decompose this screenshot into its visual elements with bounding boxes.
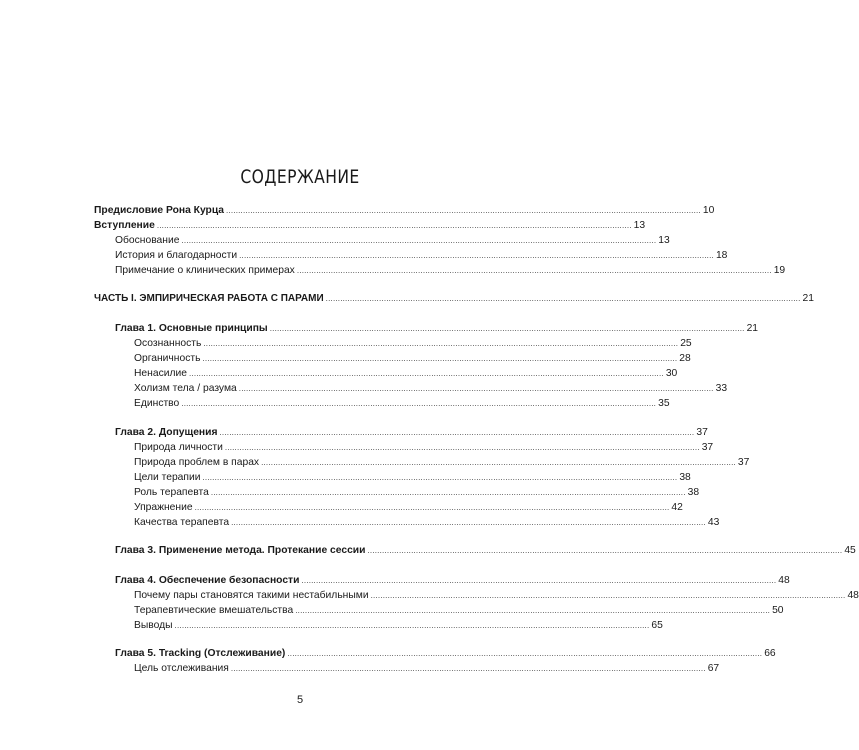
dot-leader: .................................................................................................................................................................................................... [301,576,777,585]
toc-entry-label: Осознанность [134,338,202,349]
toc-entry-page: 66 [764,648,776,659]
toc-chapter-entry[interactable] [115,426,708,440]
dot-leader: .................................................................................................................................................................................................... [181,236,657,245]
toc-entry-label: Глава 3. Применение метода. Протекание сессии [115,545,366,556]
dot-leader: .................................................................................................................................................................................................... [295,606,771,615]
toc-entry-page: 42 [671,502,683,513]
toc-entry[interactable] [134,367,678,381]
dot-leader: .................................................................................................................................................................................................... [296,266,772,275]
toc-entry-page: 38 [687,487,700,498]
toc-entry-page: 19 [773,265,786,276]
toc-entry-label: ЧАСТЬ I. ЭМПИРИЧЕСКАЯ РАБОТА С ПАРАМИ [94,293,324,304]
toc-entry-label: Почему пары становятся такими нестабильными [134,590,369,601]
toc-entry[interactable] [134,589,859,603]
toc-entry-page: 13 [633,220,646,231]
dot-leader: .................................................................................................................................................................................................... [269,324,745,333]
toc-entry-page: 13 [658,235,670,246]
toc-entry-label: Глава 5. Tracking (Отслеживание) [115,648,286,659]
toc-entry-page: 38 [679,472,691,483]
toc-entry[interactable] [134,441,714,455]
toc-entry[interactable] [134,456,750,470]
toc-chapter-entry[interactable] [115,574,790,588]
dot-leader: .................................................................................................................................................................................................... [210,488,686,497]
toc-entry-page: 21 [802,293,814,304]
dot-leader: .................................................................................................................................................................................................... [202,473,678,482]
toc-entry-label: История и благодарности [115,250,238,261]
toc-entry-label: Вступление [94,220,155,231]
page-number: 5 [296,694,304,706]
dot-leader: .................................................................................................................................................................................................... [202,354,678,363]
toc-entry-label: Холизм тела / разума [134,383,237,394]
dot-leader: .................................................................................................................................................................................................... [287,649,763,658]
toc-entry-page: 65 [651,620,663,631]
toc-entry-page: 30 [665,368,678,379]
toc-entry-page: 67 [707,663,720,674]
page-title: СОДЕРЖАНИЕ [240,166,360,188]
toc-entry-label: Роль терапевта [134,487,209,498]
toc-entry-label: Глава 1. Основные принципы [115,323,268,334]
toc-entry[interactable] [115,264,786,278]
toc-entry-label: Единство [134,398,180,409]
toc-entry-page: 35 [658,398,670,409]
dot-leader: .................................................................................................................................................................................................... [239,251,714,260]
dot-leader: .................................................................................................................................................................................................... [261,458,736,467]
toc-entry-label: Выводы [134,620,173,631]
toc-entry-label: Глава 4. Обеспечение безопасности [115,575,300,586]
toc-entry[interactable] [115,249,728,263]
toc-entry[interactable] [134,662,720,676]
toc-chapter-entry[interactable] [115,544,856,558]
dot-leader: .................................................................................................................................................................................................... [188,369,664,378]
toc-entry-label: Природа личности [134,442,223,453]
toc-entry-page: 37 [696,427,708,438]
toc-entry-page: 45 [844,545,856,556]
toc-entry-label: Качества терапевта [134,517,230,528]
toc-entry-page: 37 [701,442,714,453]
toc-entry-page: 43 [707,517,720,528]
toc-part-entry[interactable] [94,292,814,306]
toc-entry-page: 48 [847,590,859,601]
toc-entry[interactable] [134,352,691,366]
toc-chapter-entry[interactable] [115,322,759,336]
toc-entry[interactable] [134,397,670,411]
toc-entry-label: Предисловие Рона Курца [94,205,225,216]
dot-leader: .................................................................................................................................................................................................... [226,206,701,215]
dot-leader: .................................................................................................................................................................................................... [238,384,714,393]
dot-leader: .................................................................................................................................................................................................... [203,339,679,348]
toc-entry[interactable] [134,486,700,500]
toc-entry[interactable] [94,204,715,218]
toc-entry[interactable] [134,501,683,515]
toc-entry[interactable] [134,471,691,485]
toc-entry-page: 33 [715,383,728,394]
toc-entry[interactable] [134,619,663,633]
toc-entry[interactable] [134,337,692,351]
toc-entry-label: Ненасилие [134,368,187,379]
toc-entry-page: 18 [715,250,728,261]
toc-entry-page: 10 [702,205,715,216]
toc-entry-label: Терапевтические вмешательства [134,605,294,616]
toc-entry[interactable] [134,382,728,396]
toc-entry-page: 28 [679,353,691,364]
toc-entry-label: Примечание о клинических примерах [115,265,295,276]
toc-entry-page: 21 [746,323,759,334]
toc-chapter-entry[interactable] [115,647,776,661]
toc-entry[interactable] [115,234,670,248]
dot-leader: .................................................................................................................................................................................................... [174,621,650,630]
toc-entry-label: Глава 2. Допущения [115,427,218,438]
dot-leader: .................................................................................................................................................................................................... [219,428,695,437]
toc-entry-label: Цели терапии [134,472,201,483]
toc-entry-page: 25 [680,338,692,349]
dot-leader: .................................................................................................................................................................................................... [181,399,657,408]
dot-leader: .................................................................................................................................................................................................... [224,443,700,452]
toc-entry-label: Обоснование [115,235,180,246]
toc-entry-page: 37 [737,457,750,468]
toc-entry-label: Цель отслеживания [134,663,229,674]
toc-entry-label: Органичность [134,353,201,364]
toc-entry[interactable] [94,219,646,233]
toc-entry-page: 48 [778,575,790,586]
toc-entry[interactable] [134,604,784,618]
dot-leader: .................................................................................................................................................................................................... [156,221,632,230]
dot-leader: .................................................................................................................................................................................................... [231,518,706,527]
dot-leader: .................................................................................................................................................................................................... [367,546,843,555]
dot-leader: .................................................................................................................................................................................................... [230,664,706,673]
dot-leader: .................................................................................................................................................................................................... [325,294,801,303]
dot-leader: .................................................................................................................................................................................................... [370,591,846,600]
toc-entry-label: Упражнение [134,502,193,513]
toc-entry-page: 50 [772,605,784,616]
dot-leader: .................................................................................................................................................................................................... [194,503,670,512]
toc-entry[interactable] [134,516,720,530]
toc-entry-label: Природа проблем в парах [134,457,260,468]
